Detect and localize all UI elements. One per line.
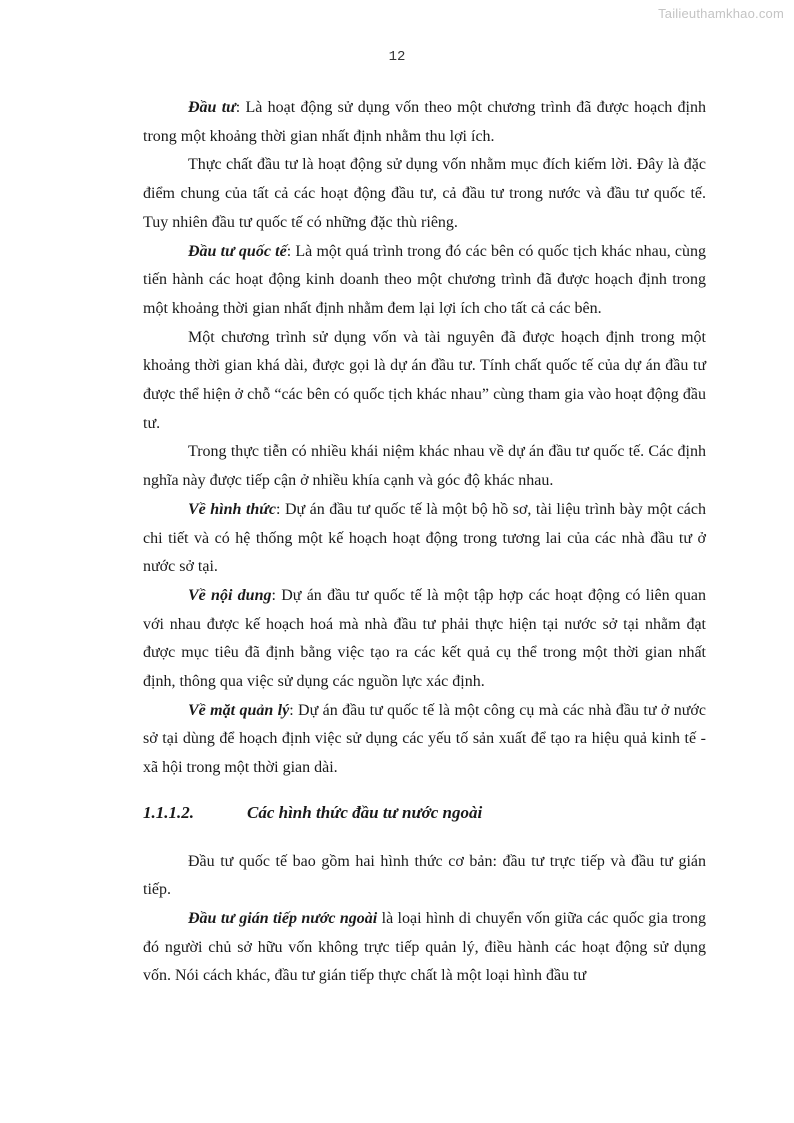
paragraph: [143, 496, 706, 582]
paragraph-text: : Là một quá trình trong đó các bên có quốc tịch khác nhau, cùng tiến hành các hoạt động kinh doanh theo một chương trình đã được hoạch định trong một khoảng thời gian nhất định nhằm đem lại lợi ích cho tất cả các bên.: [143, 242, 707, 317]
defined-term: Đầu tư quốc tế: [188, 242, 287, 260]
section-number: 1.1.1.2.: [143, 802, 194, 822]
paragraph-group-forms: [143, 848, 706, 992]
paragraph: [143, 905, 706, 991]
paragraph: [143, 151, 706, 237]
paragraph-text: là loại hình di chuyển vốn giữa các quốc gia trong đó người chủ sở hữu vốn không trực tiếp quản lý, điều hành các hoạt động sử dụng vốn. Nói cách khác, đầu tư gián tiếp thực chất là một loại hình đầu tư: [143, 909, 707, 985]
section-title: Các hình thức đầu tư nước ngoài: [247, 802, 483, 822]
paragraph: [143, 94, 706, 151]
defined-term: Về mặt quản lý: [188, 701, 290, 719]
paragraph: [143, 438, 706, 495]
defined-term: Đầu tư gián tiếp nước ngoài: [188, 909, 378, 927]
defined-term: Đầu tư: [188, 99, 236, 116]
paragraph-text: Đầu tư quốc tế bao gồm hai hình thức cơ bản: đầu tư trực tiếp và đầu tư gián tiếp.: [143, 852, 706, 899]
paragraph-text: : Dự án đầu tư quốc tế là một bộ hồ sơ, tài liệu trình bày một cách chi tiết và có hệ thống một kế hoạch hoạt động trong tương lai của các nhà đầu tư ở nước sở tại.: [143, 500, 707, 576]
paragraph: [143, 848, 706, 905]
section-heading: [143, 799, 706, 828]
paragraph-text: : Dự án đầu tư quốc tế là một công cụ mà các nhà đầu tư ở nước sở tại dùng để hoạch định việc sử dụng các yếu tố sản xuất để tạo ra hiệu quả kinh tế - xã hội trong một thời gian dài.: [143, 701, 706, 777]
paragraph: [143, 582, 706, 697]
paragraph-text: Một chương trình sử dụng vốn và tài nguyên đã được hoạch định trong một khoảng thời gian khá dài, được gọi là dự án đầu tư. Tính chất quốc tế của dự án đầu tư được thể hiện ở chỗ “các bên có quốc tịch khác nhau” cùng tham gia vào hoạt động đầu tư.: [143, 328, 706, 432]
paragraph: [143, 324, 706, 439]
paragraph-group-definitions: [143, 94, 706, 783]
watermark: Tailieuthamkhao.com: [658, 6, 784, 21]
page-number: 12: [388, 49, 406, 65]
paragraph-text: Trong thực tiễn có nhiều khái niệm khác nhau về dự án đầu tư quốc tế. Các định nghĩa này được tiếp cận ở nhiều khía cạnh và góc độ khác nhau.: [143, 443, 706, 490]
paragraph-text: Thực chất đầu tư là hoạt động sử dụng vốn nhằm mục đích kiếm lời. Đây là đặc điểm chung của tất cả các hoạt động đầu tư, cả đầu tư trong nước và đầu tư quốc tế. Tuy nhiên đầu tư quốc tế có những đặc thù riêng.: [143, 156, 706, 231]
defined-term: Về hình thức: [188, 500, 276, 518]
paragraph-text: : Dự án đầu tư quốc tế là một tập hợp các hoạt động có liên quan với nhau được kế hoạch hoá mà nhà đầu tư phải thực hiện tại nước sở tại nhằm đạt được mục tiêu đã định bằng việc tạo ra các kết quả cụ thể trong một thời gian nhất định, thông qua việc sử dụng các nguồn lực xác định.: [143, 586, 706, 691]
defined-term: Về nội dung: [188, 586, 272, 604]
document-body: [143, 94, 706, 991]
paragraph-text: : Là hoạt động sử dụng vốn theo một chương trình đã được hoạch định trong một khoảng thời gian nhất định nhằm thu lợi ích.: [143, 99, 707, 145]
paragraph: [143, 238, 706, 324]
paragraph: [143, 697, 706, 783]
